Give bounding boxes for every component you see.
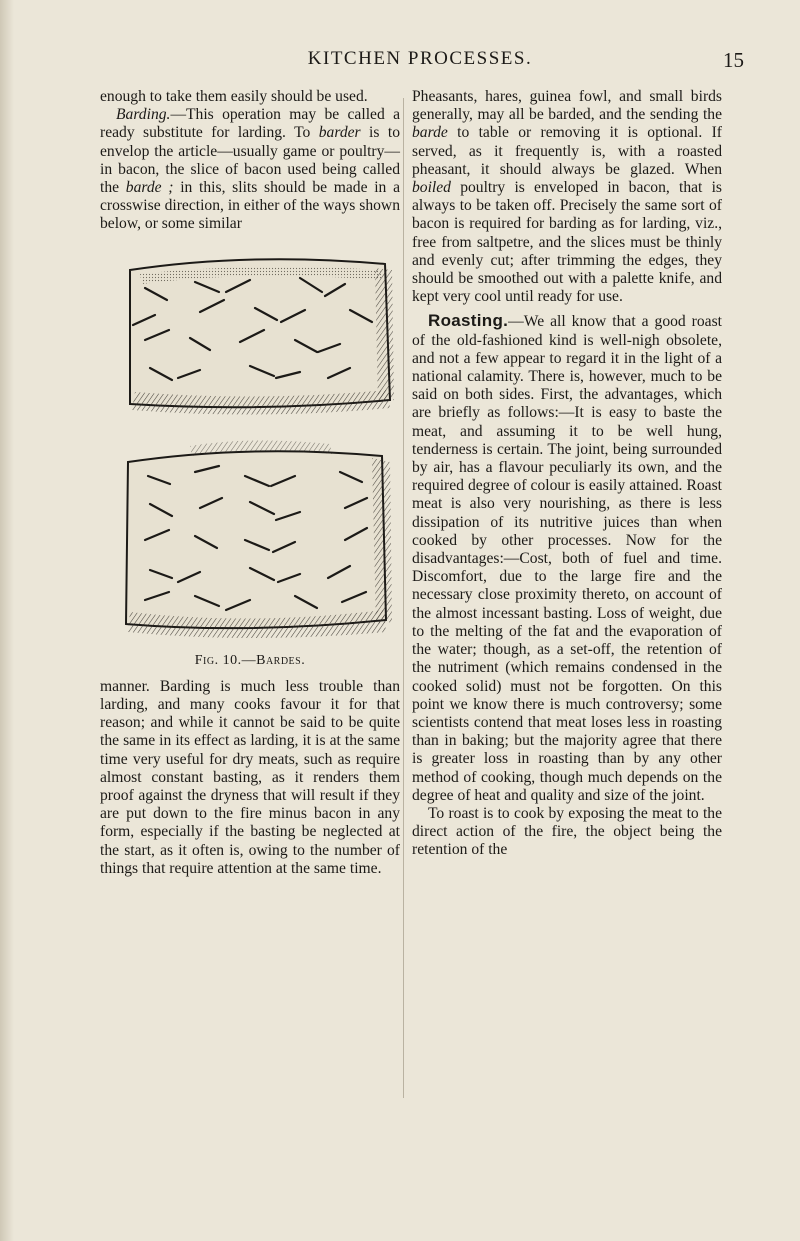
- roasting-heading: Roasting.: [428, 311, 509, 331]
- paragraph-barding-continued: manner. Barding is much less trouble than larding, and many cooks favour it for that reason; and while it cannot be said to be quite the same in its effect as larding, it is at the same time very useful for dry meats, such as require almost constant basting, as it renders them proof against the dryness that will result if they are put down to the fire minus bacon in any form, especially if the basting be neglected at the start, as it often is, owing to the number of things that require attention at the same time.: [100, 677, 400, 877]
- left-column: [100, 88, 400, 878]
- page-header: [0, 48, 800, 78]
- term-barder: barder: [318, 124, 361, 142]
- term-barding: Barding.: [116, 106, 171, 124]
- right-column: [412, 88, 722, 860]
- running-head: KITCHEN PROCESSES.: [307, 48, 533, 69]
- paragraph-to-roast: To roast is to cook by exposing the meat to the direct action of the fire, the object being the retention of the: [412, 804, 722, 859]
- paragraph-pheasants: Pheasants, hares, guinea fowl, and small birds generally, may all be barded, and the sending the barde to table or removing it is optional. If served, as it frequently is, with a roasted pheasant, it should always be glazed. When boiled poultry is enveloped in bacon, that is always to be taken off. Precisely the same sort of bacon is required for barding as for larding, viz., free from saltpetre, and the slices must be thinly and evenly cut; after trimming the edges, they should be smoothed out with a palette knife, and kept very cool until ready for use.: [412, 88, 722, 306]
- paragraph-barding: Barding.—This operation may be called a ready substitute for larding. To barder is to envelop the article—usually game or poultry—in bacon, the slice of bacon used being called the barde ; in this, slits should be made in a crosswise direction, in either of the ways shown below, or some similar: [100, 106, 401, 233]
- bardes-illustration: [100, 240, 400, 648]
- column-divider: [403, 98, 404, 1098]
- paragraph-roasting: Roasting.—We all know that a good roast of the old-fashioned kind is well-nigh obsolete, and not a few appear to regard it in the light of a national calamity. There is, however, much to be said on both sides. First, the advantages, which are briefly as follows:—It is easy to baste the meat, and assuming it to be well hung, tenderness is certain. The joint, being surrounded by air, has a flavour peculiarly its own, and the required degree of colour is easily attained. Roast meat is also very nourishing, as there is less dissipation of its nutritive juices than when cooked by other processes. Now for the disadvantages:—Cost, both of fuel and time. Discomfort, due to the large fire and the necessary close proximity thereto, on account of the almost incessant basting. Loss of weight, due to the melting of the fat and the evaporation of the water; though, as a set-off, the retention of the nutriment (which remains condensed in the cooked solid) must not be forgotten. On this point we know there is much controversy; some scientists contend that meat loses less in roasting than in baking; but the majority agree that there is greater loss in roasting than by any other method of cooking, though much depends on the degree of heat and quality and size of the joint.: [412, 311, 722, 804]
- term-barde: barde ;: [125, 179, 174, 197]
- page-number: 15: [723, 48, 744, 72]
- barde-lower: [126, 440, 392, 638]
- figure-caption: [100, 652, 400, 670]
- bardes-figure: [100, 240, 400, 648]
- term-barde-right: barde: [412, 124, 448, 142]
- barde-upper: [130, 259, 394, 414]
- term-boiled: boiled: [412, 179, 451, 197]
- page-edge-shadow: [0, 0, 14, 1241]
- figure-label: Fig. 10.—: [194, 652, 257, 668]
- paragraph-continuation: enough to take them easily should be used.: [100, 88, 368, 105]
- figure-title: Bardes.: [256, 652, 306, 668]
